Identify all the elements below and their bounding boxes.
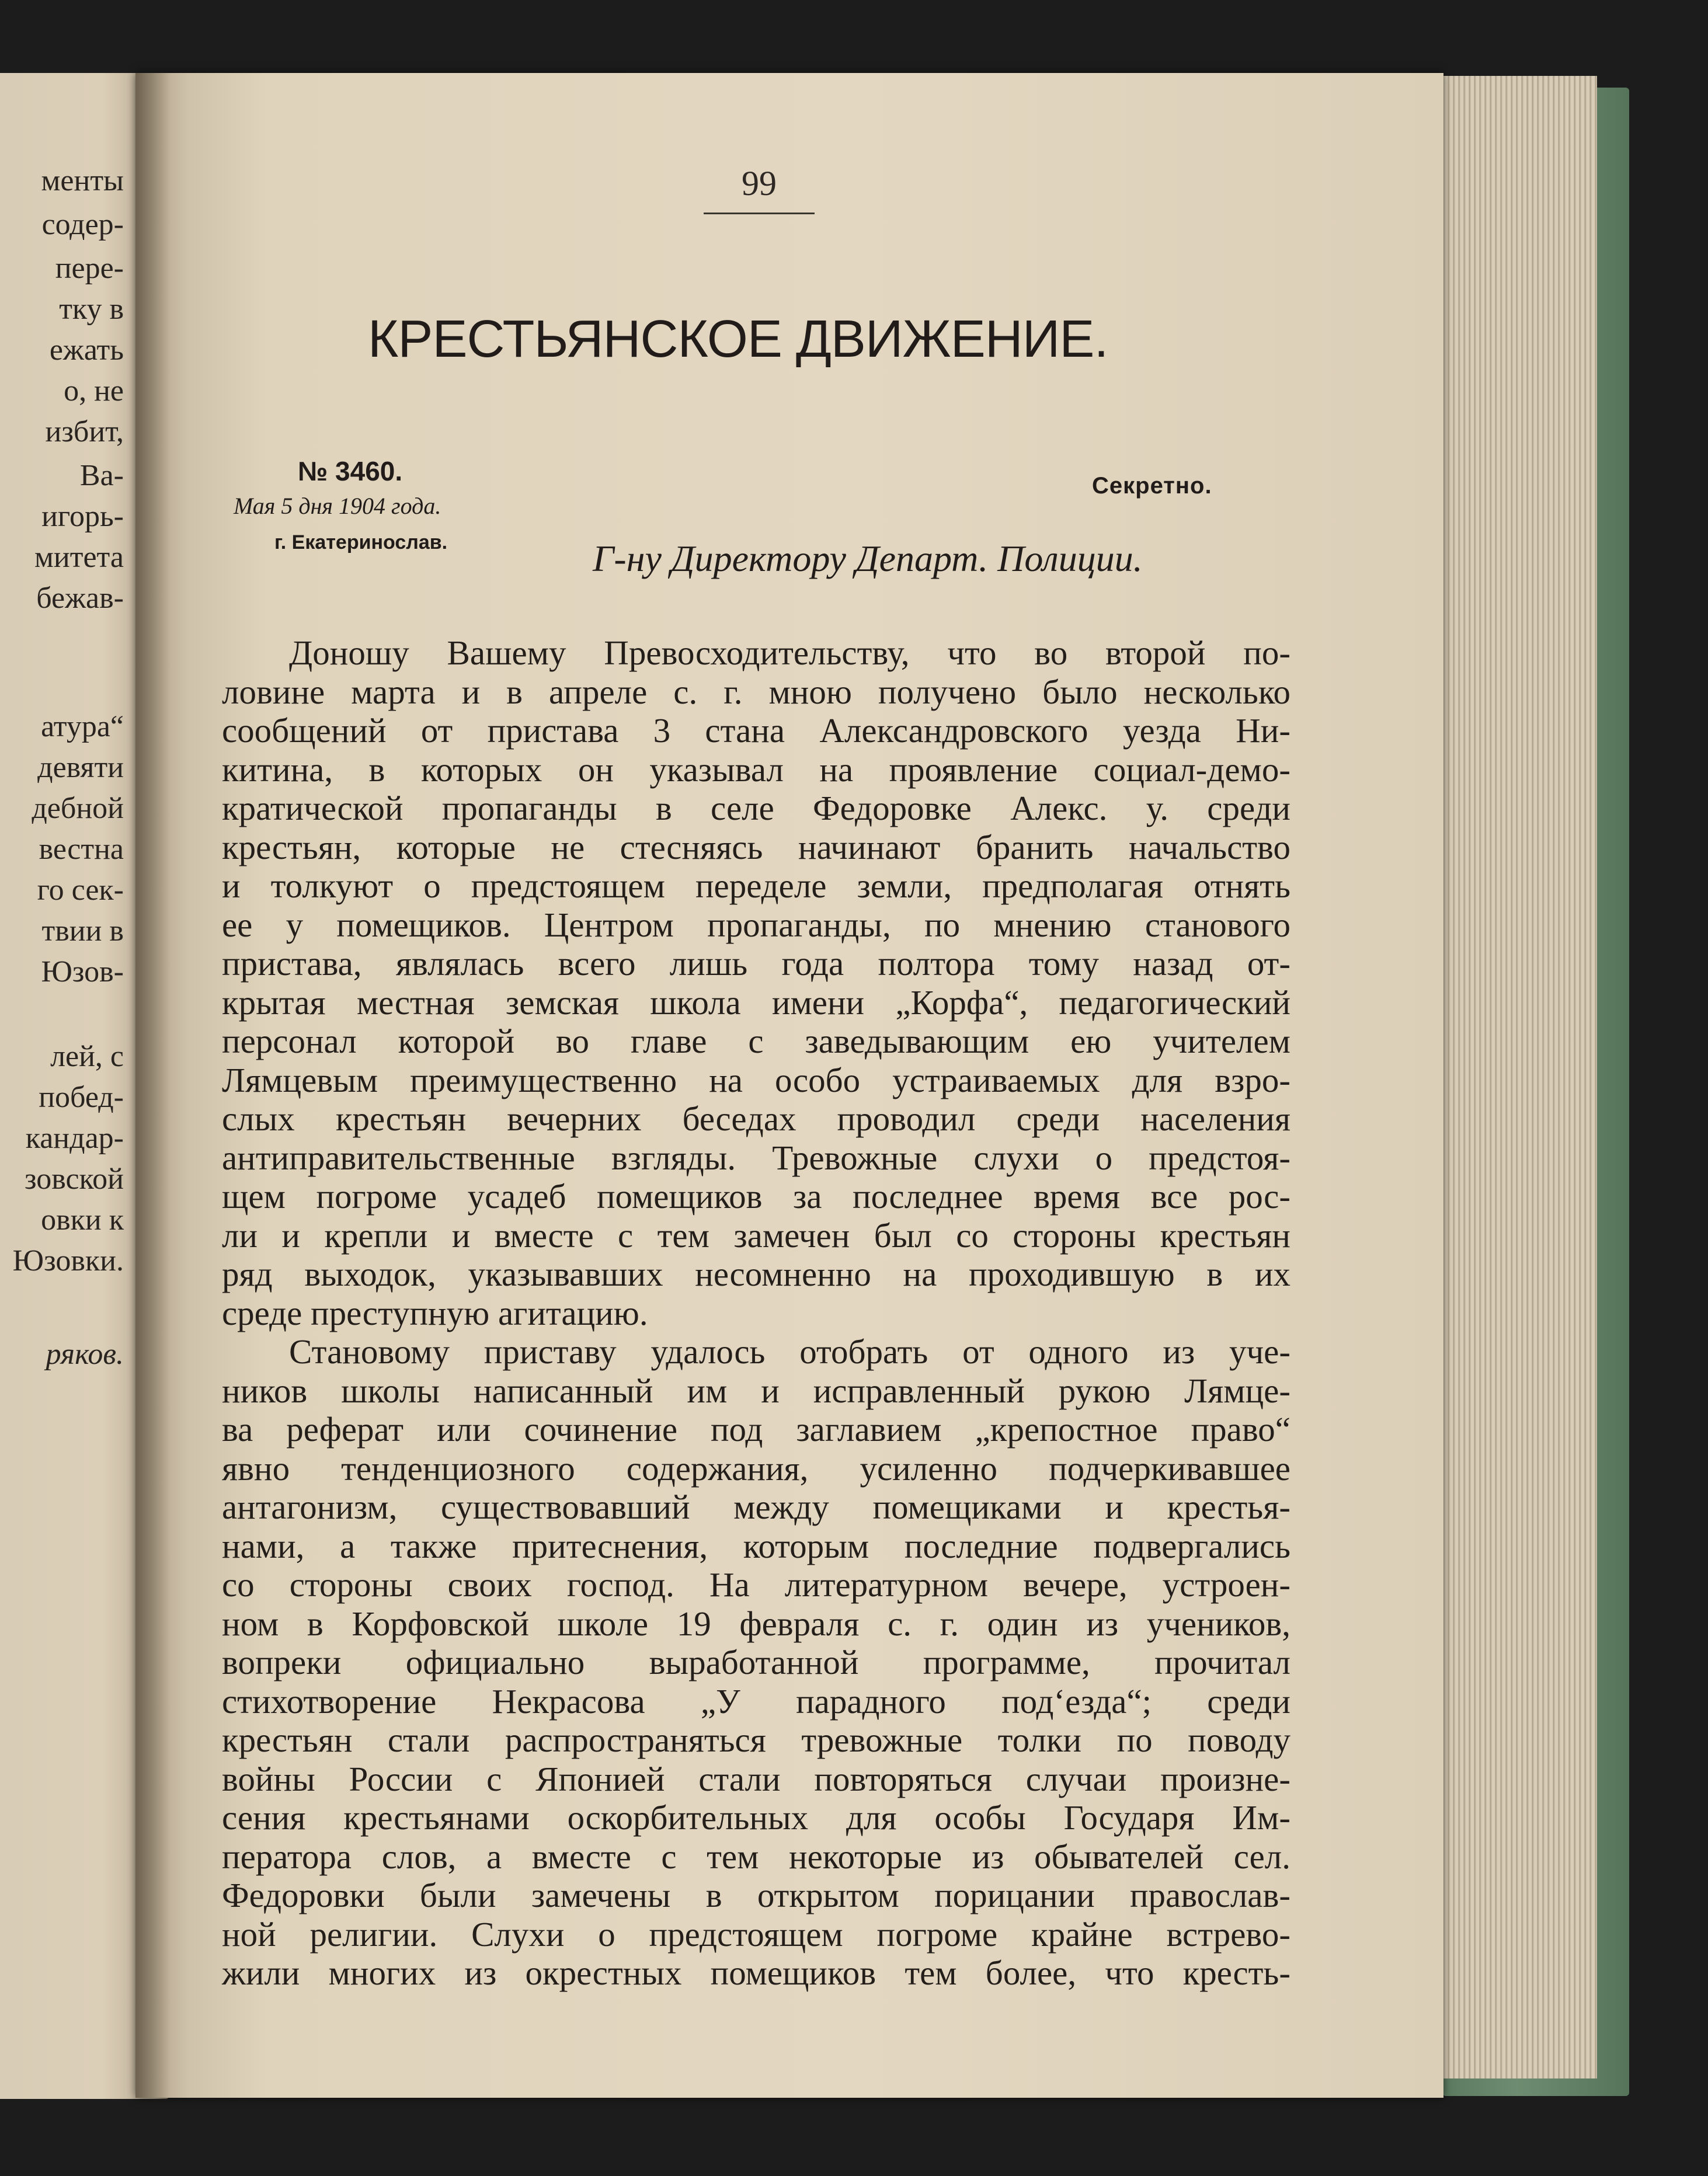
left-page-text-fragment: Юзов- [41, 955, 124, 988]
left-page-text-fragment: зовской [24, 1162, 124, 1196]
left-page-text-fragment: твии в [41, 914, 124, 948]
body-text-line: Федоровки были замечены в открытом порицании православ- [222, 1876, 1290, 1914]
left-page-text-fragment: пере- [55, 252, 124, 285]
left-page-text-fragment: го сек- [37, 873, 124, 907]
left-page-text-fragment: митета [34, 541, 124, 574]
body-text-line: антиправительственные взгляды. Тревожные слухи о предстоя- [222, 1138, 1290, 1177]
body-text-line: слых крестьян вечерних беседах проводил среди населения [222, 1099, 1290, 1138]
body-text-line: войны России с Японией стали повторяться случаи произне- [222, 1759, 1290, 1798]
body-text-line: ников школы написанный им и исправленный рукою Лямце- [222, 1371, 1290, 1410]
left-page-text-fragment: лей, с [50, 1040, 124, 1073]
body-text-line: щем погроме усадеб помещиков за последнее время все рос- [222, 1177, 1290, 1216]
page-number: 99 [742, 164, 777, 203]
body-text-line: явно тенденциозного содержания, усиленно подчеркивавшее [222, 1449, 1290, 1488]
body-text-line: Лямцевым преимущественно на особо устраиваемых для взро- [222, 1060, 1290, 1099]
addressee-line: Г-ну Директору Департ. Полиции. [593, 538, 1143, 579]
page-gutter-shadow [135, 73, 171, 2098]
body-text-line: сообщений от пристава 3 стана Александровского уезда Ни- [222, 711, 1290, 750]
left-page-text-fragment: побед- [39, 1081, 124, 1114]
left-page-text-fragment: о, не [64, 374, 124, 408]
body-text-line: крестьян, которые не стесняясь начинают бранить начальство [222, 827, 1290, 866]
body-text-line: среде преступную агитацию. [222, 1293, 648, 1332]
body-text-line: ее у помещиков. Центром пропаганды, по мнению станового [222, 905, 1290, 944]
body-text-line: Доношу Вашему Превосходительству, что во второй по- [289, 633, 1290, 672]
body-text-line: ператора слов, а вместе с тем некоторые из обывателей сел. [222, 1837, 1290, 1876]
classification-mark: Секретно. [1092, 473, 1212, 499]
body-text-line: ловине марта и в апреле с. г. мною получено было несколько [222, 672, 1290, 711]
left-page-text-fragment: Юзовки. [12, 1244, 124, 1277]
body-text-line: ва реферат или сочинение под заглавием „крепостное право“ [222, 1410, 1290, 1449]
left-page-text-fragment: кандар- [25, 1122, 124, 1155]
left-page-text-fragment: овки к [41, 1203, 124, 1237]
left-page-text-fragment: Ва- [79, 459, 124, 492]
body-text-line: пристава, являлась всего лишь года полтора тому назад от- [222, 944, 1290, 983]
left-page-text-fragment: игорь- [41, 500, 124, 533]
document-number: № 3460. [298, 456, 403, 486]
body-text-line: жили многих из окрестных помещиков тем более, что кресть- [222, 1954, 1290, 1992]
left-page-text-fragment: атура“ [41, 710, 124, 743]
document-date: Мая 5 дня 1904 года. [234, 493, 441, 519]
body-text-line: ли и крепли и вместе с тем замечен был со стороны крестьян [222, 1216, 1290, 1255]
body-text-line: персонал которой во главе с заведывающим ею учителем [222, 1022, 1290, 1060]
left-page-text-fragment: ряков. [46, 1338, 124, 1371]
body-text-line: нами, а также притеснения, которым последние подвергались [222, 1526, 1290, 1565]
left-page-text-fragment: содер- [41, 208, 124, 241]
section-heading: КРЕСТЬЯНСКОЕ ДВИЖЕНИЕ. [368, 310, 1108, 368]
page-block-edges [1439, 76, 1597, 2078]
body-text-line: Становому приставу удалось отобрать от одного из уче- [289, 1332, 1290, 1371]
left-page-text-fragment: бежав- [36, 582, 124, 615]
body-text-line: и толкуют о предстоящем переделе земли, предполагая отнять [222, 866, 1290, 905]
left-page-text-fragment: вестна [39, 833, 124, 866]
left-page-text-fragment: тку в [59, 293, 124, 326]
body-text-line: китина, в которых он указывал на проявление социал-демо- [222, 750, 1290, 789]
document-city: г. Екатеринослав. [274, 531, 448, 553]
page-number-underline [704, 213, 815, 214]
body-text-line: ряд выходок, указывавших несомненно на проходившую в их [222, 1255, 1290, 1293]
left-page-text-fragment: менты [41, 164, 124, 197]
body-text-line: со стороны своих господ. На литературном вечере, устроен- [222, 1565, 1290, 1604]
left-page-text-fragment: девяти [37, 751, 124, 784]
body-text-line: сения крестьянами оскорбительных для особы Государя Им- [222, 1798, 1290, 1837]
body-text-line: кратической пропаганды в селе Федоровке Алекс. у. среди [222, 789, 1290, 827]
body-text-line: антагонизм, существовавший между помещиками и крестья- [222, 1488, 1290, 1526]
body-text-line: ном в Корфовской школе 19 февраля с. г. один из учеников, [222, 1604, 1290, 1643]
left-page-text-fragment: избит, [45, 415, 124, 448]
body-text-line: стихотворение Некрасова „У парадного под‘езда“; среди [222, 1681, 1290, 1721]
body-text-line: ной религии. Слухи о предстоящем погроме крайне встрево- [222, 1914, 1290, 1954]
body-text-line: крытая местная земская школа имени „Корфа“, педагогический [222, 983, 1290, 1022]
body-text-line: крестьян стали распространяться тревожные толки по поводу [222, 1721, 1290, 1759]
left-page-text-fragment: дебной [32, 792, 124, 825]
left-page-text-fragment: ежать [49, 333, 124, 367]
body-text-line: вопреки официально выработанной программе, прочитал [222, 1643, 1290, 1681]
